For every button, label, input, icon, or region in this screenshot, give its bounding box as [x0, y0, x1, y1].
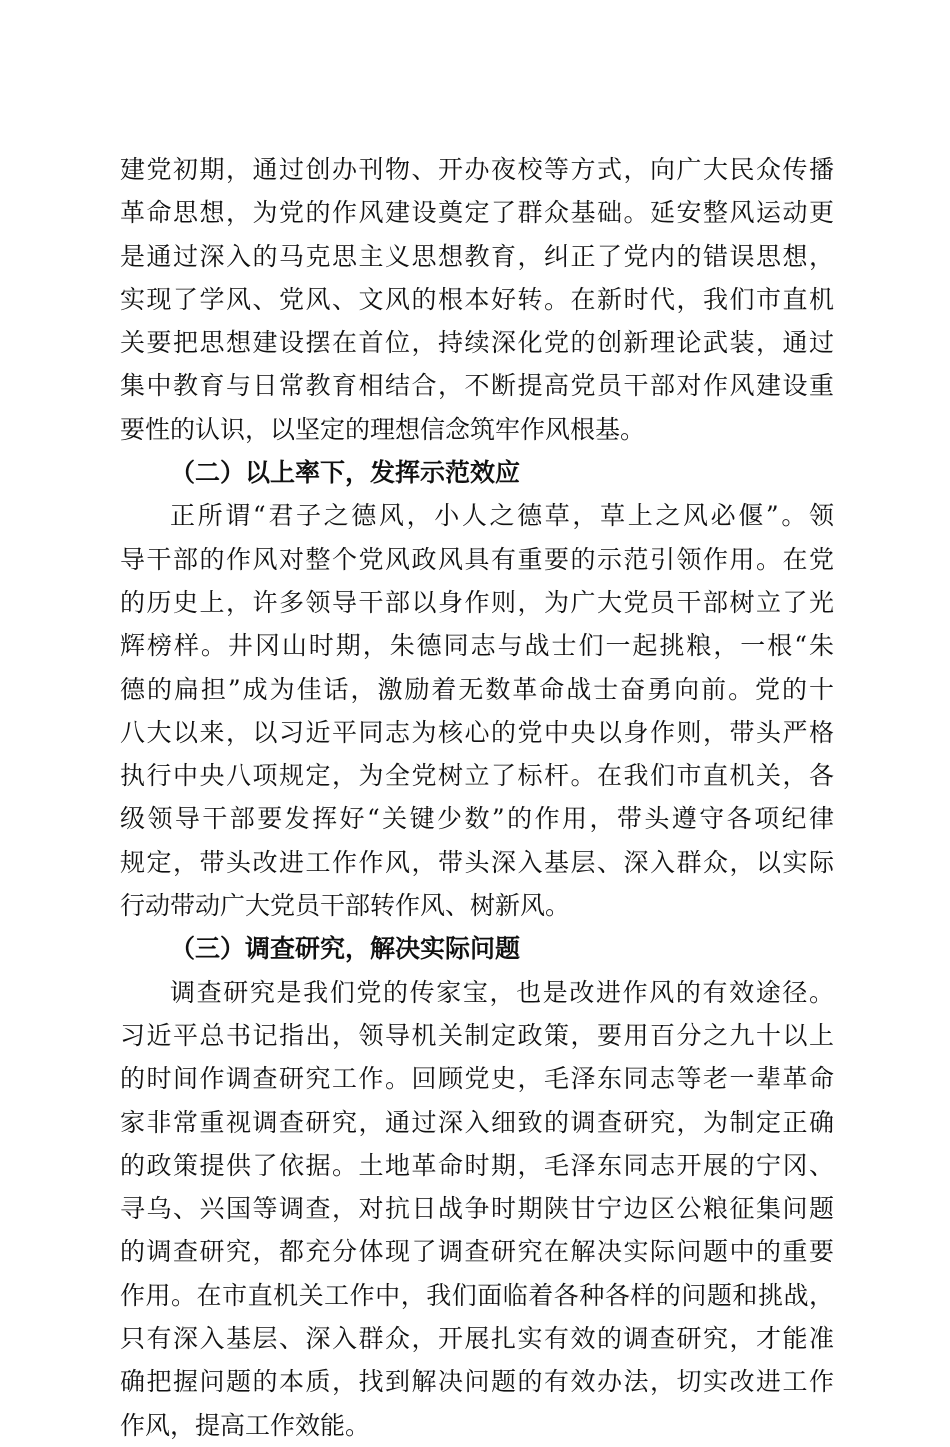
paragraph-3	[120, 971, 834, 1447]
text-line: 要性的认识，以坚定的理想信念筑牢作风根基。	[120, 414, 646, 444]
text-line: 八大以来，以习近平同志为核心的党中央以身作则，带头严格	[120, 717, 834, 747]
section-heading-2: （二）以上率下，发挥示范效应	[170, 458, 521, 488]
paragraph-2	[120, 494, 834, 927]
text-line: 正所谓“君子之德风，小人之德草，草上之风必偃”。领	[170, 501, 834, 531]
document-page	[120, 148, 834, 1447]
text-line: 确把握问题的本质，找到解决问题的有效办法，切实改进工作	[120, 1367, 834, 1397]
text-line: 只有深入基层、深入群众，开展扎实有效的调查研究，才能准	[120, 1324, 834, 1354]
text-line: 的历史上，许多领导干部以身作则，为广大党员干部树立了光	[120, 587, 834, 617]
text-line: 德的扁担”成为佳话，激励着无数革命战士奋勇向前。党的十	[120, 674, 834, 704]
text-line: 习近平总书记指出，领导机关制定政策，要用百分之九十以上	[120, 1020, 834, 1050]
text-line: 规定，带头改进工作作风，带头深入基层、深入群众，以实际	[120, 847, 834, 877]
text-line: 寻乌、兴国等调查，对抗日战争时期陕甘宁边区公粮征集问题	[120, 1194, 834, 1224]
paragraph-1	[120, 148, 834, 451]
text-line: 行动带动广大党员干部转作风、树新风。	[120, 891, 571, 921]
text-line: 家非常重视调查研究，通过深入细致的调查研究，为制定正确	[120, 1107, 834, 1137]
text-line: 作风，提高工作效能。	[120, 1410, 371, 1440]
text-line: 辉榜样。井冈山时期，朱德同志与战士们一起挑粮，一根“朱	[120, 631, 834, 661]
text-line: 执行中央八项规定，为全党树立了标杆。在我们市直机关，各	[120, 761, 834, 791]
text-line: 革命思想，为党的作风建设奠定了群众基础。延安整风运动更	[120, 198, 834, 228]
text-line: 建党初期，通过创办刊物、开办夜校等方式，向广大民众传播	[120, 155, 834, 184]
section-heading-3: （三）调查研究，解决实际问题	[170, 934, 521, 964]
text-line: 的政策提供了依据。土地革命时期，毛泽东同志开展的宁冈、	[120, 1150, 834, 1180]
text-line: 集中教育与日常教育相结合，不断提高党员干部对作风建设重	[120, 371, 834, 401]
text-line: 的时间作调查研究工作。回顾党史，毛泽东同志等老一辈革命	[120, 1064, 834, 1094]
text-line: 作用。在市直机关工作中，我们面临着各种各样的问题和挑战，	[120, 1280, 834, 1310]
text-line: 关要把思想建设摆在首位，持续深化党的创新理论武装，通过	[120, 328, 834, 358]
text-line: 导干部的作风对整个党风政风具有重要的示范引领作用。在党	[120, 544, 834, 574]
text-line: 的调查研究，都充分体现了调查研究在解决实际问题中的重要	[120, 1237, 834, 1267]
text-line: 调查研究是我们党的传家宝，也是改进作风的有效途径。	[170, 977, 834, 1007]
text-line: 是通过深入的马克思主义思想教育，纠正了党内的错误思想，	[120, 241, 834, 271]
text-line: 实现了学风、党风、文风的根本好转。在新时代，我们市直机	[120, 284, 834, 314]
text-line: 级领导干部要发挥好“关键少数”的作用，带头遵守各项纪律	[120, 804, 834, 834]
